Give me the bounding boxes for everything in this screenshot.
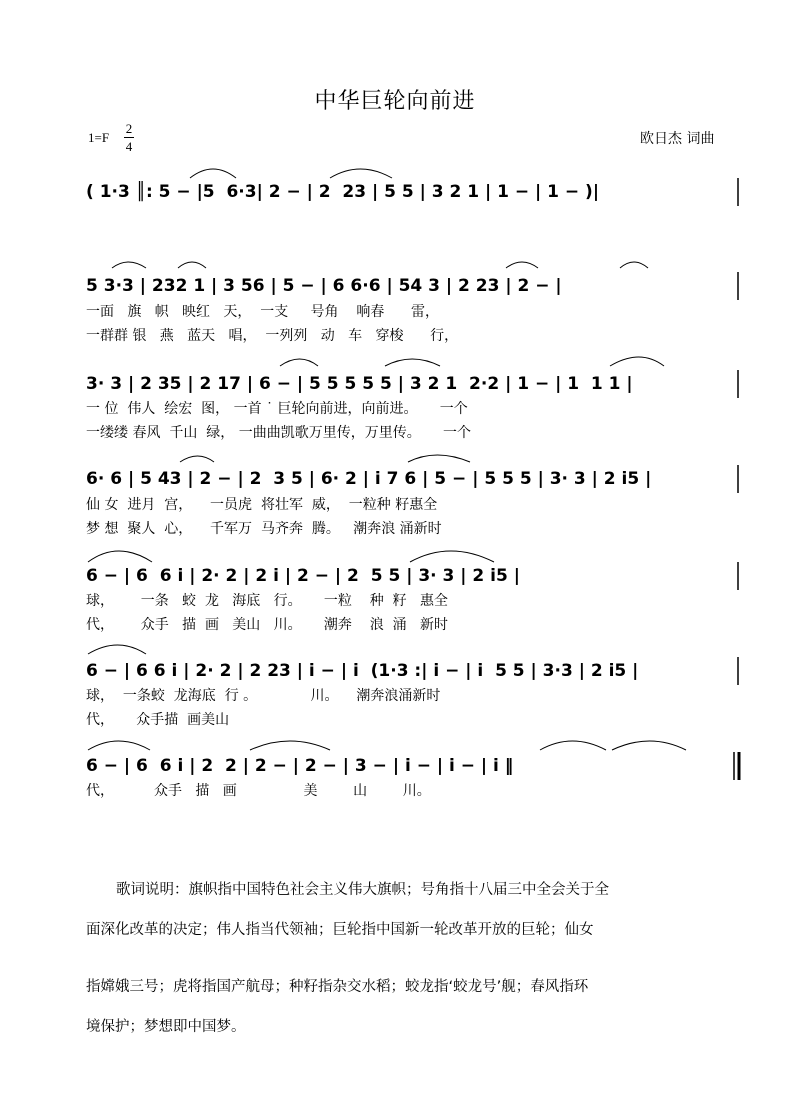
lyric-line: 代， 众手 描 画 美山 川。 潮奔 浪 涌 新时 — [86, 617, 448, 633]
key-signature: 1=F — [88, 130, 110, 145]
slur-arc — [385, 359, 440, 366]
slur-arc — [280, 359, 318, 366]
lyric-line: 代， 众手 描 画 美 山 川。 — [86, 783, 431, 799]
slur-arc — [610, 357, 664, 366]
score-line-7: 6 − | 6 6 i | 2 2 | 2 − | 2 − | 3 − | i − | i − | i ‖ — [86, 756, 514, 776]
slur-arc — [178, 262, 206, 268]
lyric-line: 球， 一条 蛟 龙 海底 行。 一粒 种 籽 惠全 — [86, 593, 448, 609]
score-line-1: ( 1·3 ║: 5 − |5 6·3| 2 − | 2 23 | 5 5 | 3 2 1 | 1 − | 1 − )| — [86, 182, 600, 202]
time-signature-top: 2 — [125, 121, 133, 136]
time-signature-bottom: 4 — [125, 139, 133, 154]
slur-arc — [408, 455, 470, 462]
slur-arc — [612, 741, 686, 750]
score-line-3: 3· 3 | 2 35 | 2 17 | 6 − | 5 5 5 5 5 | 3 2 1 2·2 | 1 − | 1 1 1 | — [86, 374, 633, 394]
slur-arc — [88, 551, 152, 562]
score-line-6: 6 − | 6 6 i | 2· 2 | 2 23 | i − | i (1·3 :| i − | i 5 5 | 3·3 | 2 i5 | — [86, 661, 639, 681]
lyric-note-line-4: 境保护；梦想即中国梦。 — [86, 1019, 246, 1035]
slur-arc — [330, 169, 392, 178]
slur-arc — [250, 741, 330, 750]
lyric-line: 梦 想 聚人 心， 千军万 马齐奔 腾。 潮奔浪 涌新时 — [86, 521, 442, 537]
score-line-5: 6 − | 6 6 i | 2· 2 | 2 i | 2 − | 2 5 5 | 3· 3 | 2 i5 | — [86, 566, 520, 586]
lyric-line: 一面 旗 帜 映红 天， 一支 号角 响春 雷， — [86, 304, 440, 320]
song-title: 中华巨轮向前进 — [314, 89, 476, 114]
slur-arc — [410, 551, 494, 562]
lyric-line: 球， 一条蛟 龙海底 行 。 川。 潮奔浪涌新时 — [86, 688, 441, 704]
slur-arc — [112, 262, 146, 268]
lyric-line: 一缕缕 春风 千山 绿， 一曲曲凯歌万里传，万里传。 一个 — [86, 425, 471, 441]
slur-arc — [506, 262, 538, 268]
slur-arc — [190, 169, 236, 178]
lyric-line: 代， 众手描 画美山 — [86, 712, 230, 728]
lyric-note-line-3: 指嫦娥三号；虎将指国产航母；种籽指杂交水稻；蛟龙指‘蛟龙号’舰；春风指环 — [86, 979, 589, 995]
credit: 欧日杰 词曲 — [640, 131, 715, 147]
slur-arc — [540, 741, 606, 750]
lyric-note-line-2: 面深化改革的决定；伟人指当代领袖；巨轮指中国新一轮改革开放的巨轮；仙女 — [86, 922, 594, 938]
lyric-note-line-1: 歌词说明：旗帜指中国特色社会主义伟大旗帜；号角指十八届三中全会关于全 — [116, 882, 609, 898]
lyric-line: 一群群 银 燕 蓝天 唱， 一列列 动 车 穿梭 行， — [86, 328, 459, 344]
slur-arc — [620, 262, 648, 268]
score-line-4: 6· 6 | 5 43 | 2 − | 2 3 5 | 6· 2 | i 7 6 | 5 − | 5 5 5 | 3· 3 | 2 i5 | — [86, 469, 652, 489]
slur-arc — [88, 645, 146, 654]
slur-arc — [180, 456, 214, 462]
lyric-line: 一 位 伟人 绘宏 图， 一首 ˙ 巨轮向前进，向前进。 一个 — [86, 401, 468, 417]
lyric-line: 仙 女 进月 宫， 一员虎 将壮军 威， 一粒种 籽惠全 — [86, 497, 438, 513]
slur-arc — [88, 741, 150, 750]
score-line-2: 5 3·3 | 232 1 | 3 56 | 5 − | 6 6·6 | 54 3 | 2 23 | 2 − | — [86, 276, 562, 296]
